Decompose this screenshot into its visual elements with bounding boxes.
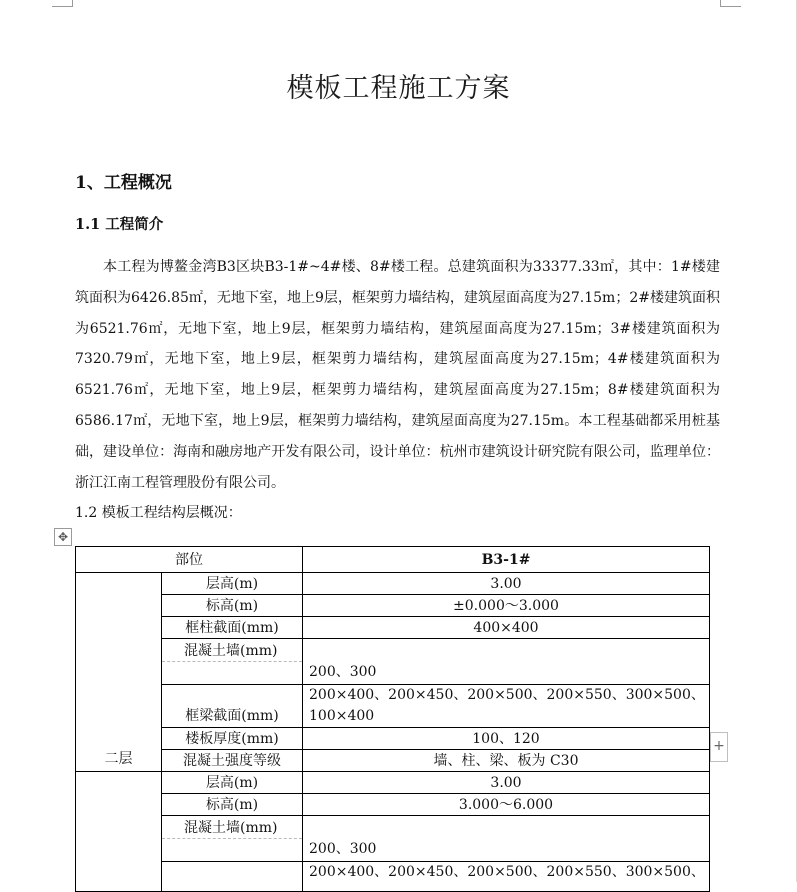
table-row (76, 728, 710, 750)
row-value: ±0.000～3.000 (303, 595, 710, 617)
row-value: 200、300 (303, 639, 710, 685)
section-heading: 1、工程概况 (75, 173, 172, 193)
row-key: 楼板厚度(mm) (162, 728, 303, 750)
row-value: 墙、柱、梁、板为 C30 (303, 750, 710, 772)
project-description (75, 252, 720, 498)
row-key: 框梁截面(mm) (162, 685, 303, 728)
page-corner-mark (720, 0, 741, 7)
row-key (162, 639, 303, 685)
table-row (76, 685, 710, 728)
row-value: 200、300 (303, 816, 710, 862)
table-row (76, 617, 710, 639)
table-row (76, 816, 710, 862)
table-row (76, 639, 710, 685)
floor-label (76, 772, 162, 892)
subsection-heading-structure: 1.2 模板工程结构层概况： (75, 505, 242, 521)
row-key (162, 862, 303, 892)
page-corner-mark (52, 0, 73, 7)
row-key: 标高(m) (162, 595, 303, 617)
row-key: 标高(m) (162, 794, 303, 816)
row-key (162, 816, 303, 862)
row-key: 层高(m) (162, 772, 303, 794)
row-value: 100、120 (303, 728, 710, 750)
row-value: 400×400 (303, 617, 710, 639)
row-value: 200×400、200×450、200×500、200×550、300×500、100×400 (303, 685, 710, 728)
row-value: 3.00 (303, 573, 710, 595)
document-title: 模板工程施工方案 (286, 73, 511, 104)
structure-table (75, 546, 710, 892)
row-value: 200×400、200×450、200×500、200×550、300×500、 (303, 862, 710, 892)
table-move-icon[interactable]: ✥ (54, 528, 72, 546)
floor-label: 二层 (76, 573, 162, 772)
table-row (76, 573, 710, 595)
row-key: 层高(m) (162, 573, 303, 595)
row-value: 3.00 (303, 772, 710, 794)
wall-label: 混凝土墙(mm) (184, 643, 278, 659)
table-row (76, 794, 710, 816)
row-key: 框柱截面(mm) (162, 617, 303, 639)
paragraph: 本工程为博鳌金湾B3区块B3-1#~4#楼、8#楼工程。总建筑面积为33377.33㎡，其中：1#楼建筑面积为6426.85㎡，无地下室，地上9层，框架剪力墙结构，建筑屋面高度为27.15m；2#楼建筑面积为6521.76㎡，无地下室，地上9层，框架剪力墙结构，建筑屋面高度为27.15m；3#楼建筑面积为7320.79㎡，无地下室，地上9层，框架剪力墙结构，建筑屋面高度为27.15m；4#楼建筑面积为6521.76㎡，无地下室，地上9层，框架剪力墙结构，建筑屋面高度为27.15m；8#楼建筑面积为6586.17㎡，无地下室，地上9层，框架剪力墙结构，建筑屋面高度为27.15m。本工程基础都采用桩基础，建设单位：海南和融房地产开发有限公司，设计单位：杭州市建筑设计研究院有限公司，监理单位：浙江江南工程管理股份有限公司。 (75, 259, 720, 491)
dashed-divider (162, 838, 302, 839)
header-part: 部位 (76, 547, 303, 573)
table-row (76, 595, 710, 617)
table-row (76, 750, 710, 772)
row-key: 混凝土强度等级 (162, 750, 303, 772)
dashed-divider (162, 661, 302, 662)
wall-label: 混凝土墙(mm) (184, 820, 278, 836)
table-row (76, 772, 710, 794)
header-building: B3-1# (303, 547, 710, 573)
subsection-heading: 1.1 工程简介 (75, 216, 164, 233)
table-row (76, 862, 710, 892)
add-column-icon[interactable]: + (710, 732, 728, 762)
row-value: 3.000～6.000 (303, 794, 710, 816)
table-header-row (76, 547, 710, 573)
